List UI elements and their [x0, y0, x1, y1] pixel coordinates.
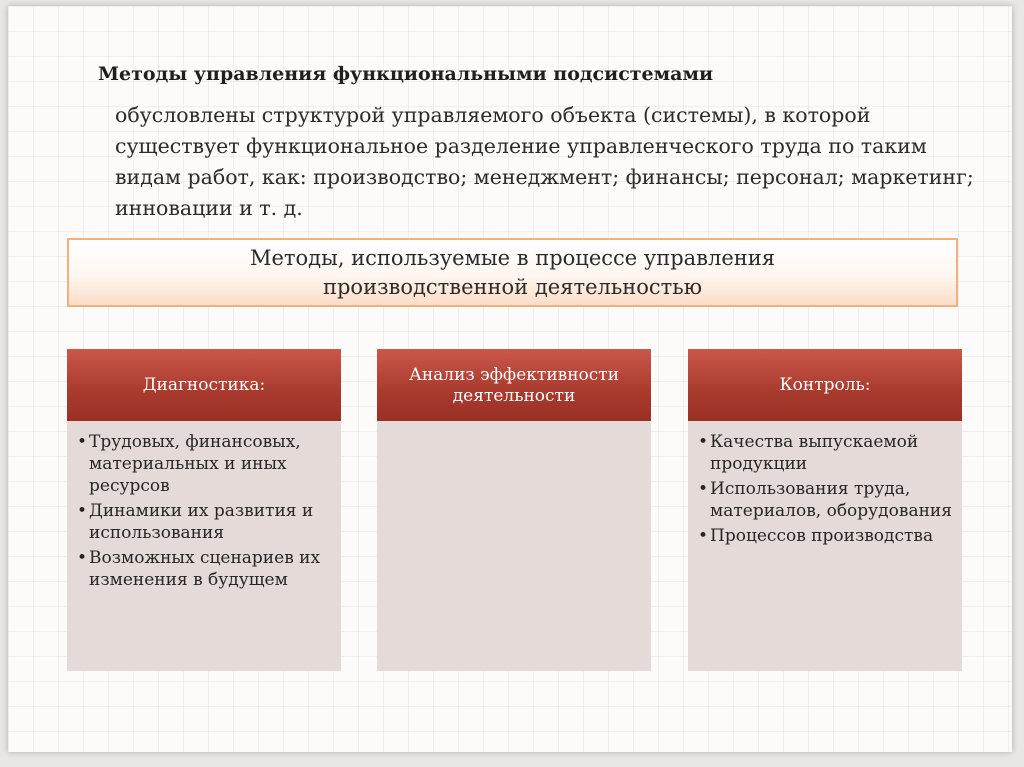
- intro-paragraph: обусловлены структурой управляемого объекта (системы), в которой существует функциональное разделение управленческого труда по таким видам работ, как: производство; менеджмент; финансы; персонал; маркетинг; инновации и т. д.: [115, 103, 974, 220]
- list-item: • Динамики их развития и использования: [89, 500, 333, 544]
- column-header: Анализ эффективности деятельности: [377, 349, 651, 421]
- column-body: [688, 421, 962, 671]
- slide-title: Методы управления функциональными подсистемами: [98, 63, 714, 85]
- list-item: • Качества выпускаемой продукции: [710, 431, 954, 475]
- column-header: Диагностика:: [67, 349, 341, 421]
- column-body: [377, 421, 651, 671]
- column-body: [67, 421, 341, 671]
- list-item: • Трудовых, финансовых, материальных и иных ресурсов: [89, 431, 333, 497]
- column-header: Контроль:: [688, 349, 962, 421]
- list-item: • Процессов производства: [710, 525, 954, 547]
- banner-line-1: Методы, используемые в процессе управления: [249, 245, 776, 270]
- methods-banner: [67, 238, 958, 307]
- column-diagnostics: [67, 349, 341, 671]
- column-analysis: [377, 349, 651, 671]
- column-control: [688, 349, 962, 671]
- banner-line-2: производственной деятельностью: [322, 274, 703, 299]
- list-item: • Использования труда, материалов, оборудования: [710, 478, 954, 522]
- list-item: • Возможных сценариев их изменения в будущем: [89, 547, 333, 591]
